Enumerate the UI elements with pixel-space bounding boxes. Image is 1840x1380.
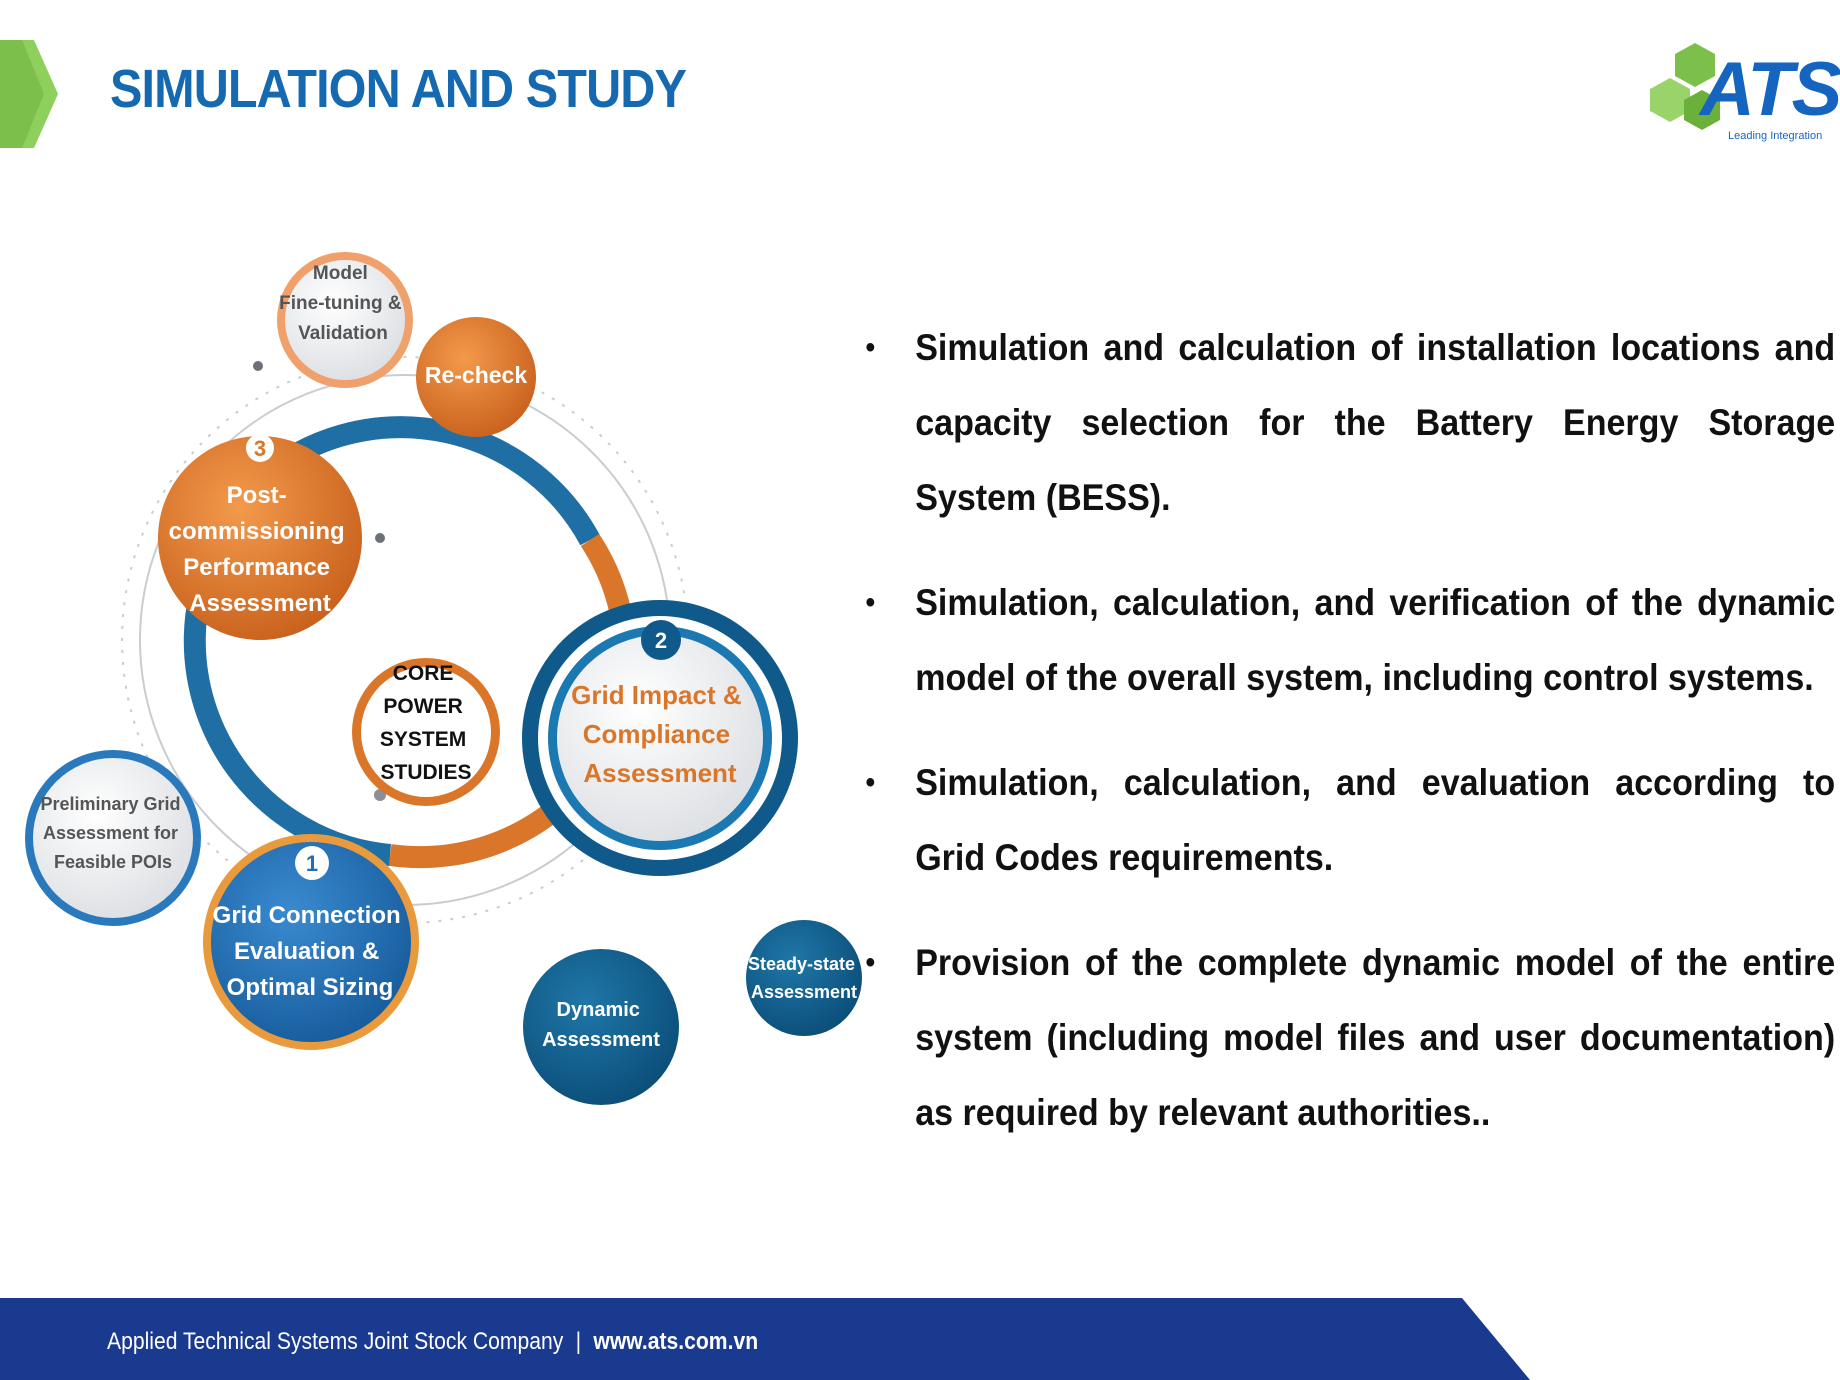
bullet-item: • Simulation, calculation, and verification of the dynamic model of the overall system, including control systems. xyxy=(865,582,1836,698)
logo-text: ATS xyxy=(1700,47,1840,132)
bullet-list xyxy=(860,310,1836,1180)
stage3-label: Post- commissioning Performance Assessment xyxy=(168,482,345,617)
footer-company: Applied Technical Systems Joint Stock Company xyxy=(107,1328,564,1355)
page-title: SIMULATION AND STUDY xyxy=(110,59,686,119)
model-finetuning-label: Model Fine-tuning & Validation xyxy=(279,263,402,344)
recheck-label: Re-check xyxy=(424,362,528,388)
footer-separator: | xyxy=(575,1328,582,1355)
stage1-number: 1 xyxy=(305,851,319,876)
footer-text xyxy=(107,1328,758,1356)
stage2-label: Grid Impact & Compliance Assessment xyxy=(571,680,742,788)
preliminary-label: Preliminary Grid Assessment for Feasible POIs xyxy=(40,794,181,872)
stage3-number: 3 xyxy=(253,436,267,461)
steady-state-node xyxy=(746,920,862,1036)
logo-tagline: Leading Integration xyxy=(1728,130,1823,142)
dynamic-node xyxy=(523,949,679,1105)
bullet-item: • Simulation and calculation of installation locations and capacity selection for the Battery Energy Storage System (BESS). xyxy=(865,327,1836,518)
steady-state-label: Steady-state Assessment xyxy=(747,954,858,1002)
dynamic-label: Dynamic Assessment xyxy=(542,999,660,1051)
bullet-item: • Provision of the complete dynamic model of the entire system (including model files and user documentation) as required by relevant authorities.. xyxy=(865,942,1836,1133)
core-label: CORE POWER SYSTEM STUDIES xyxy=(379,662,472,784)
bullet-item: • Simulation, calculation, and evaluation according to Grid Codes requirements. xyxy=(865,762,1836,878)
footer-website-link[interactable]: www.ats.com.vn xyxy=(593,1328,759,1355)
header-chevron-icon xyxy=(0,40,60,148)
stage1-label: Grid Connection Evaluation & Optimal Sizing xyxy=(212,902,401,1001)
stage2-number: 2 xyxy=(654,628,668,653)
study-cycle-diagram xyxy=(0,180,900,1170)
